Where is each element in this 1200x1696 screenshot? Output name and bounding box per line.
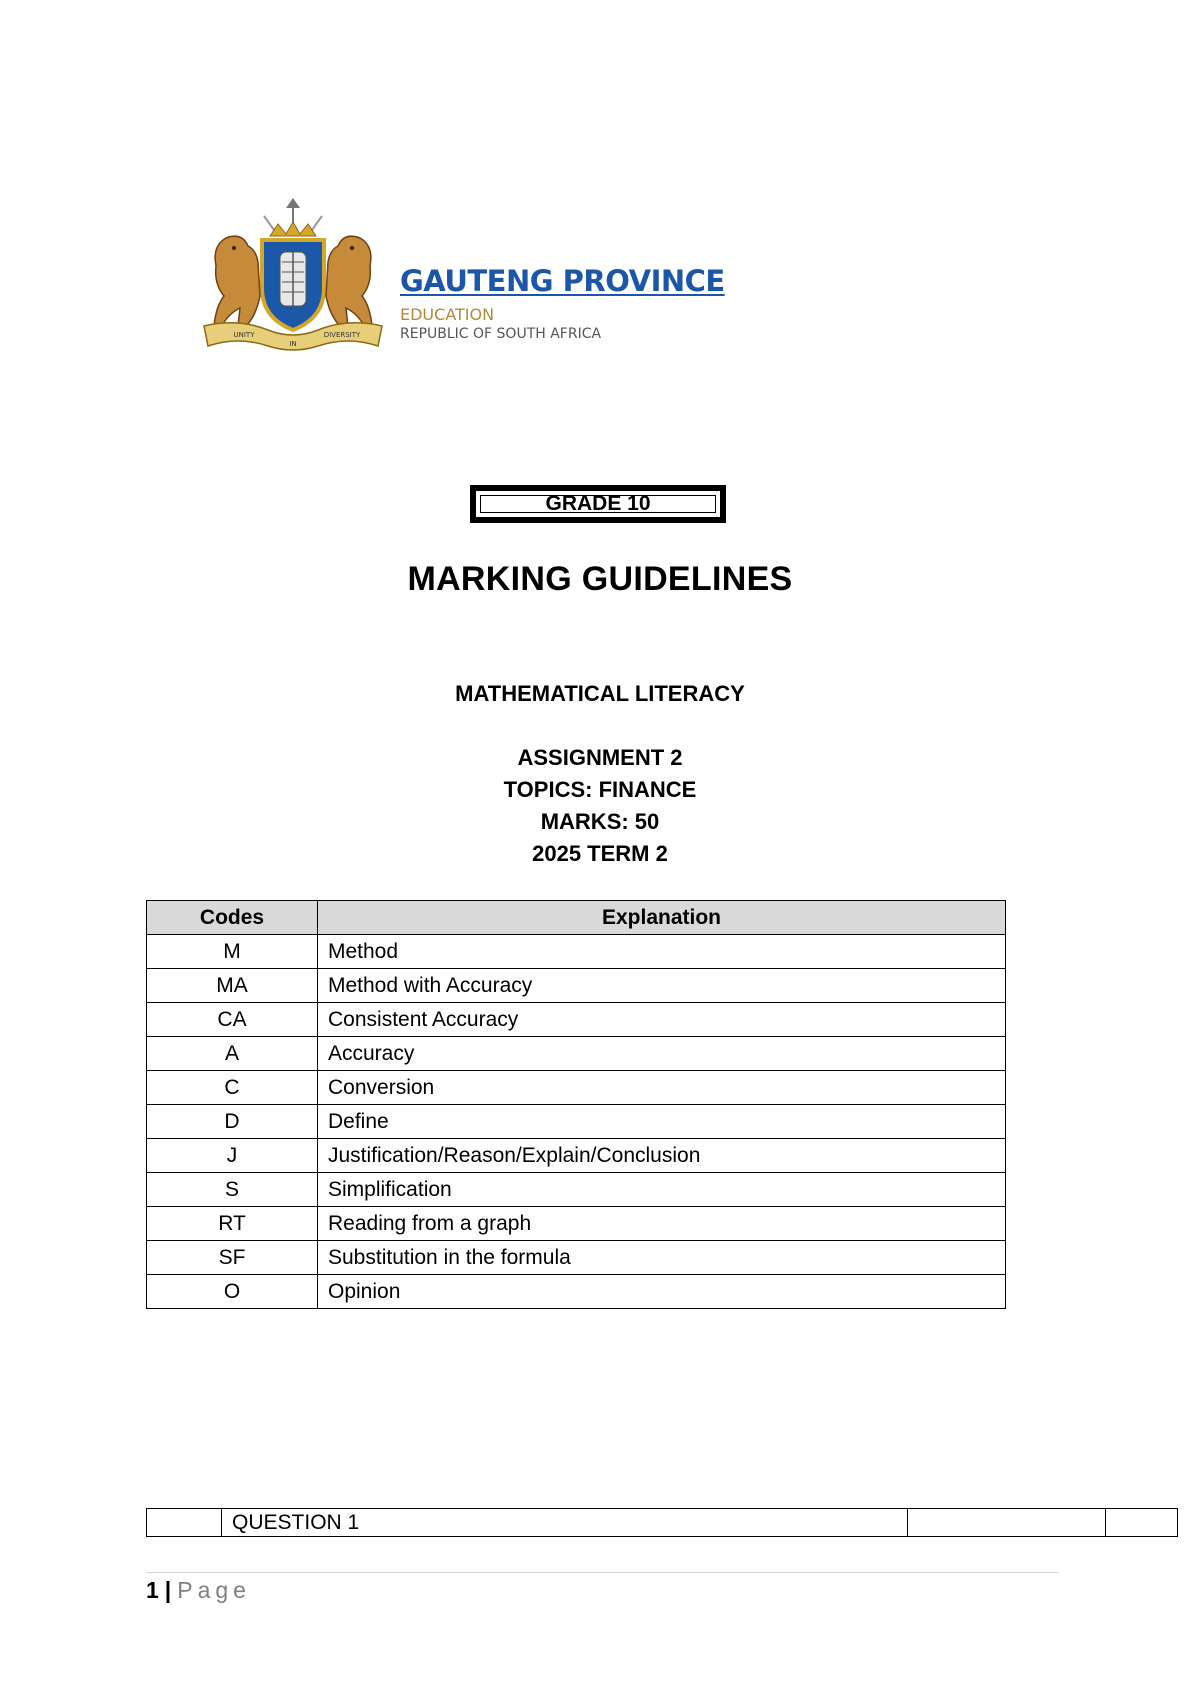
table-row <box>147 1071 1006 1105</box>
footer-separator: | <box>164 1577 172 1603</box>
table-row <box>147 1105 1006 1139</box>
footer-divider <box>146 1572 1058 1573</box>
code-cell: D <box>147 1105 318 1139</box>
gauteng-education-logo <box>198 196 725 358</box>
explanation-cell: Accuracy <box>318 1037 1006 1071</box>
page-title: MARKING GUIDELINES <box>407 560 793 598</box>
question-label: QUESTION 1 <box>222 1509 908 1537</box>
code-cell: SF <box>147 1241 318 1275</box>
page-label: Page <box>177 1577 251 1603</box>
svg-text:UNITY: UNITY <box>233 331 255 339</box>
explanation-cell: Method with Accuracy <box>318 969 1006 1003</box>
table-row <box>147 935 1006 969</box>
assignment-line: ASSIGNMENT 2 <box>517 745 683 770</box>
code-cell: S <box>147 1173 318 1207</box>
column-header-explanation: Explanation <box>318 901 1006 935</box>
org-name: GAUTENG PROVINCE <box>400 264 725 298</box>
page-footer <box>146 1577 251 1604</box>
question-answer-cell <box>907 1509 1105 1537</box>
table-header-row <box>147 901 1006 935</box>
code-cell: CA <box>147 1003 318 1037</box>
explanation-cell: Define <box>318 1105 1006 1139</box>
explanation-cell: Method <box>318 935 1006 969</box>
topics-line: TOPICS: FINANCE <box>503 777 697 802</box>
table-row <box>147 1139 1006 1173</box>
table-row <box>147 969 1006 1003</box>
column-header-codes: Codes <box>147 901 318 935</box>
country-name: REPUBLIC OF SOUTH AFRICA <box>400 326 602 342</box>
grade-label: GRADE 10 <box>545 492 651 515</box>
question-table <box>146 1508 1178 1537</box>
table-row <box>147 1173 1006 1207</box>
question-number-cell <box>147 1509 222 1537</box>
department-name: EDUCATION <box>400 305 495 324</box>
table-row <box>147 1275 1006 1309</box>
svg-text:DIVERSITY: DIVERSITY <box>323 331 361 339</box>
code-cell: MA <box>147 969 318 1003</box>
svg-text:IN: IN <box>289 340 297 348</box>
page-number: 1 <box>146 1577 159 1603</box>
explanation-cell: Substitution in the formula <box>318 1241 1006 1275</box>
explanation-cell: Justification/Reason/Explain/Conclusion <box>318 1139 1006 1173</box>
grade-box <box>470 485 726 523</box>
question-marks-cell <box>1105 1509 1177 1537</box>
code-cell: M <box>147 935 318 969</box>
table-row <box>147 1003 1006 1037</box>
codes-table <box>146 900 1006 1309</box>
code-cell: RT <box>147 1207 318 1241</box>
table-row <box>147 1241 1006 1275</box>
marks-line: MARKS: 50 <box>540 809 660 834</box>
code-cell: A <box>147 1037 318 1071</box>
explanation-cell: Conversion <box>318 1071 1006 1105</box>
explanation-cell: Opinion <box>318 1275 1006 1309</box>
explanation-cell: Reading from a graph <box>318 1207 1006 1241</box>
explanation-cell: Consistent Accuracy <box>318 1003 1006 1037</box>
coat-of-arms-icon <box>198 196 388 358</box>
explanation-cell: Simplification <box>318 1173 1006 1207</box>
subject-title: MATHEMATICAL LITERACY <box>455 681 745 706</box>
question-row <box>147 1509 1178 1537</box>
code-cell: C <box>147 1071 318 1105</box>
code-cell: J <box>147 1139 318 1173</box>
table-row <box>147 1207 1006 1241</box>
code-cell: O <box>147 1275 318 1309</box>
term-line: 2025 TERM 2 <box>532 841 668 866</box>
table-row <box>147 1037 1006 1071</box>
